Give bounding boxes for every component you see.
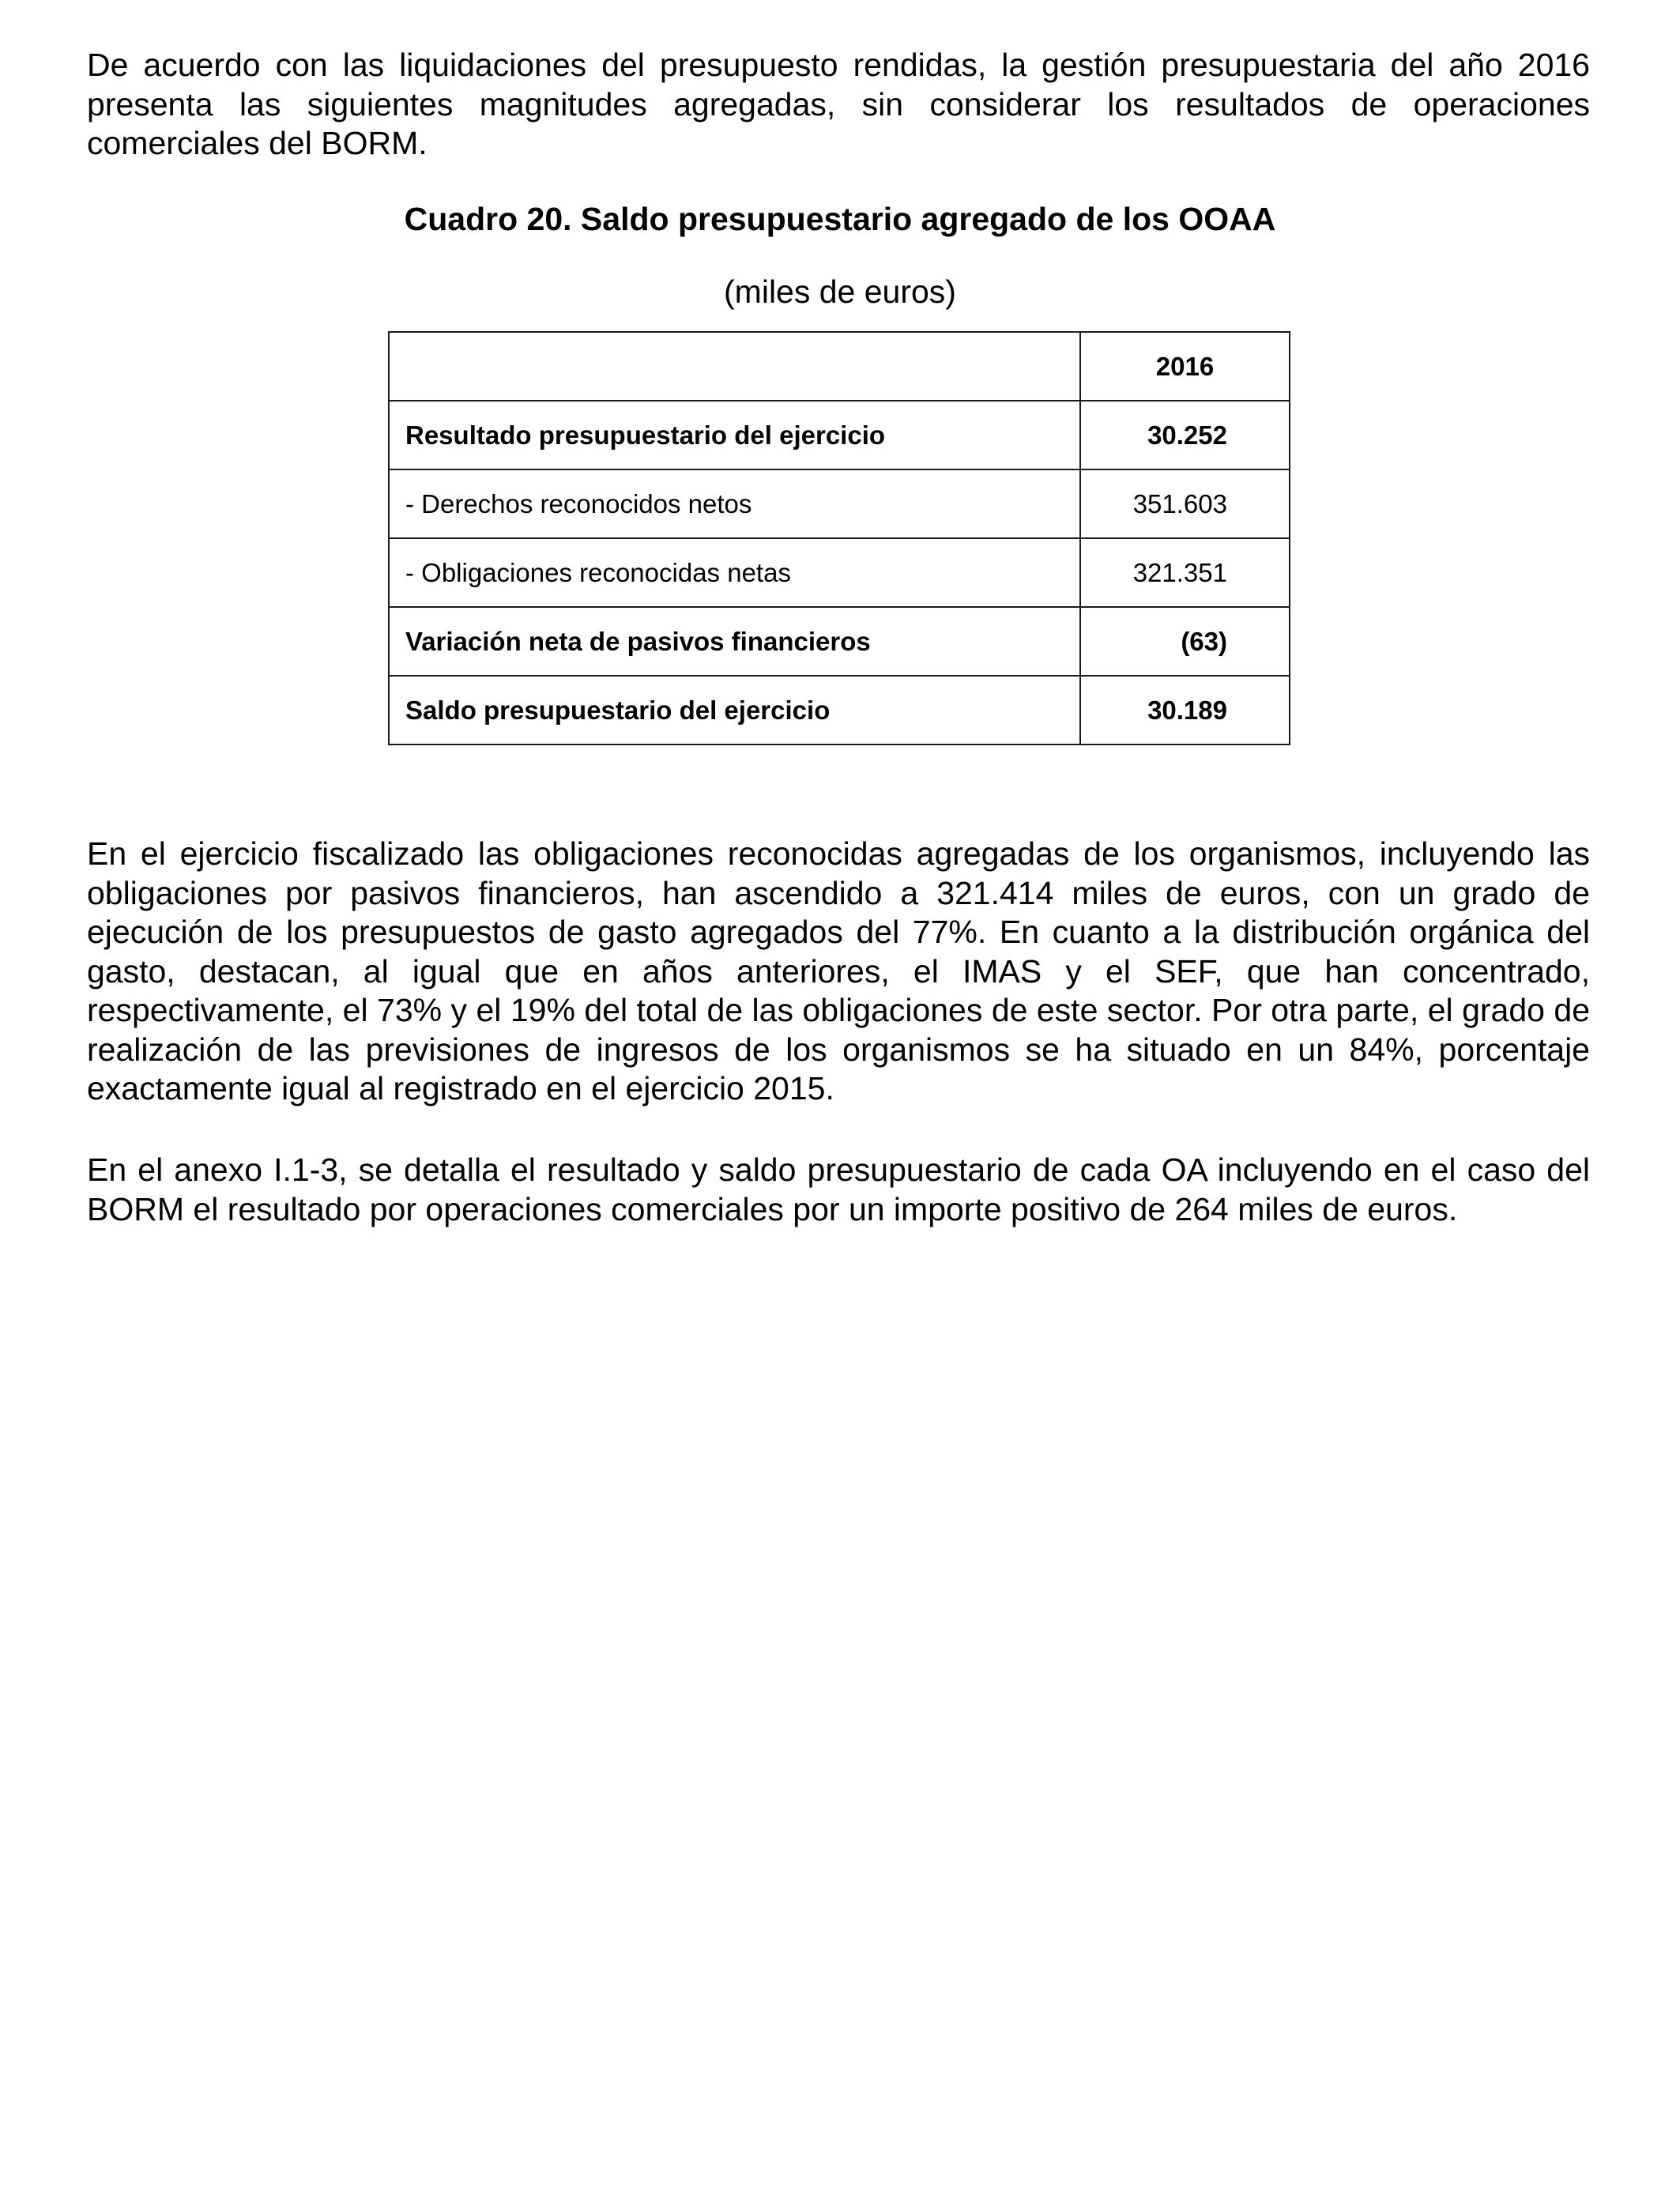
table-header-row xyxy=(389,332,1290,401)
table-title: Cuadro 20. Saldo presupuestario agregado de los OOAA xyxy=(404,201,1276,237)
row-label: - Obligaciones reconocidas netas xyxy=(389,538,1080,607)
row-label: Resultado presupuestario del ejercicio xyxy=(389,401,1080,469)
budget-table xyxy=(388,331,1290,745)
row-value: 321.351 xyxy=(1080,538,1290,607)
table-row xyxy=(389,607,1290,676)
body-paragraph-1: En el ejercicio fiscalizado las obligaciones reconocidas agregadas de los organismos, incluyendo las obligaciones por pasivos financieros, han ascendido a 321.414 miles de euros, con un grado de ejecución de los presupuestos de gasto agregados del 77%. En cuanto a la distribución orgánica del gasto, destacan, al igual que en años anteriores, el IMAS y el SEF, que han concentrado, respectivamente, el 73% y el 19% del total de las obligaciones de este sector. Por otra parte, el grado de realización de las previsiones de ingresos de los organismos se ha situado en un 84%, porcentaje exactamente igual al registrado en el ejercicio 2015. xyxy=(87,835,1590,1106)
table-row xyxy=(389,676,1290,745)
table-row xyxy=(389,538,1290,607)
row-label: Variación neta de pasivos financieros xyxy=(389,607,1080,676)
header-year-cell: 2016 xyxy=(1080,332,1290,401)
row-label: Saldo presupuestario del ejercicio xyxy=(389,676,1080,745)
header-label-cell xyxy=(389,332,1080,401)
row-value: 351.603 xyxy=(1080,469,1290,538)
row-value: 30.189 xyxy=(1080,676,1290,745)
body-paragraph-2: En el anexo I.1-3, se detalla el resultado y saldo presupuestario de cada OA incluyendo en el caso del BORM el resultado por operaciones comerciales por un importe positivo de 264 miles de euros. xyxy=(87,1152,1590,1227)
table-row xyxy=(389,469,1290,538)
intro-paragraph: De acuerdo con las liquidaciones del presupuesto rendidas, la gestión presupuestaria del año 2016 presenta las siguientes magnitudes agregadas, sin considerar los resultados de operaciones comerciales del BORM. xyxy=(87,47,1590,161)
table-units: (miles de euros) xyxy=(724,273,956,310)
row-value: (63) xyxy=(1080,607,1290,676)
row-value: 30.252 xyxy=(1080,401,1290,469)
table-row xyxy=(389,401,1290,469)
row-label: - Derechos reconocidos netos xyxy=(389,469,1080,538)
